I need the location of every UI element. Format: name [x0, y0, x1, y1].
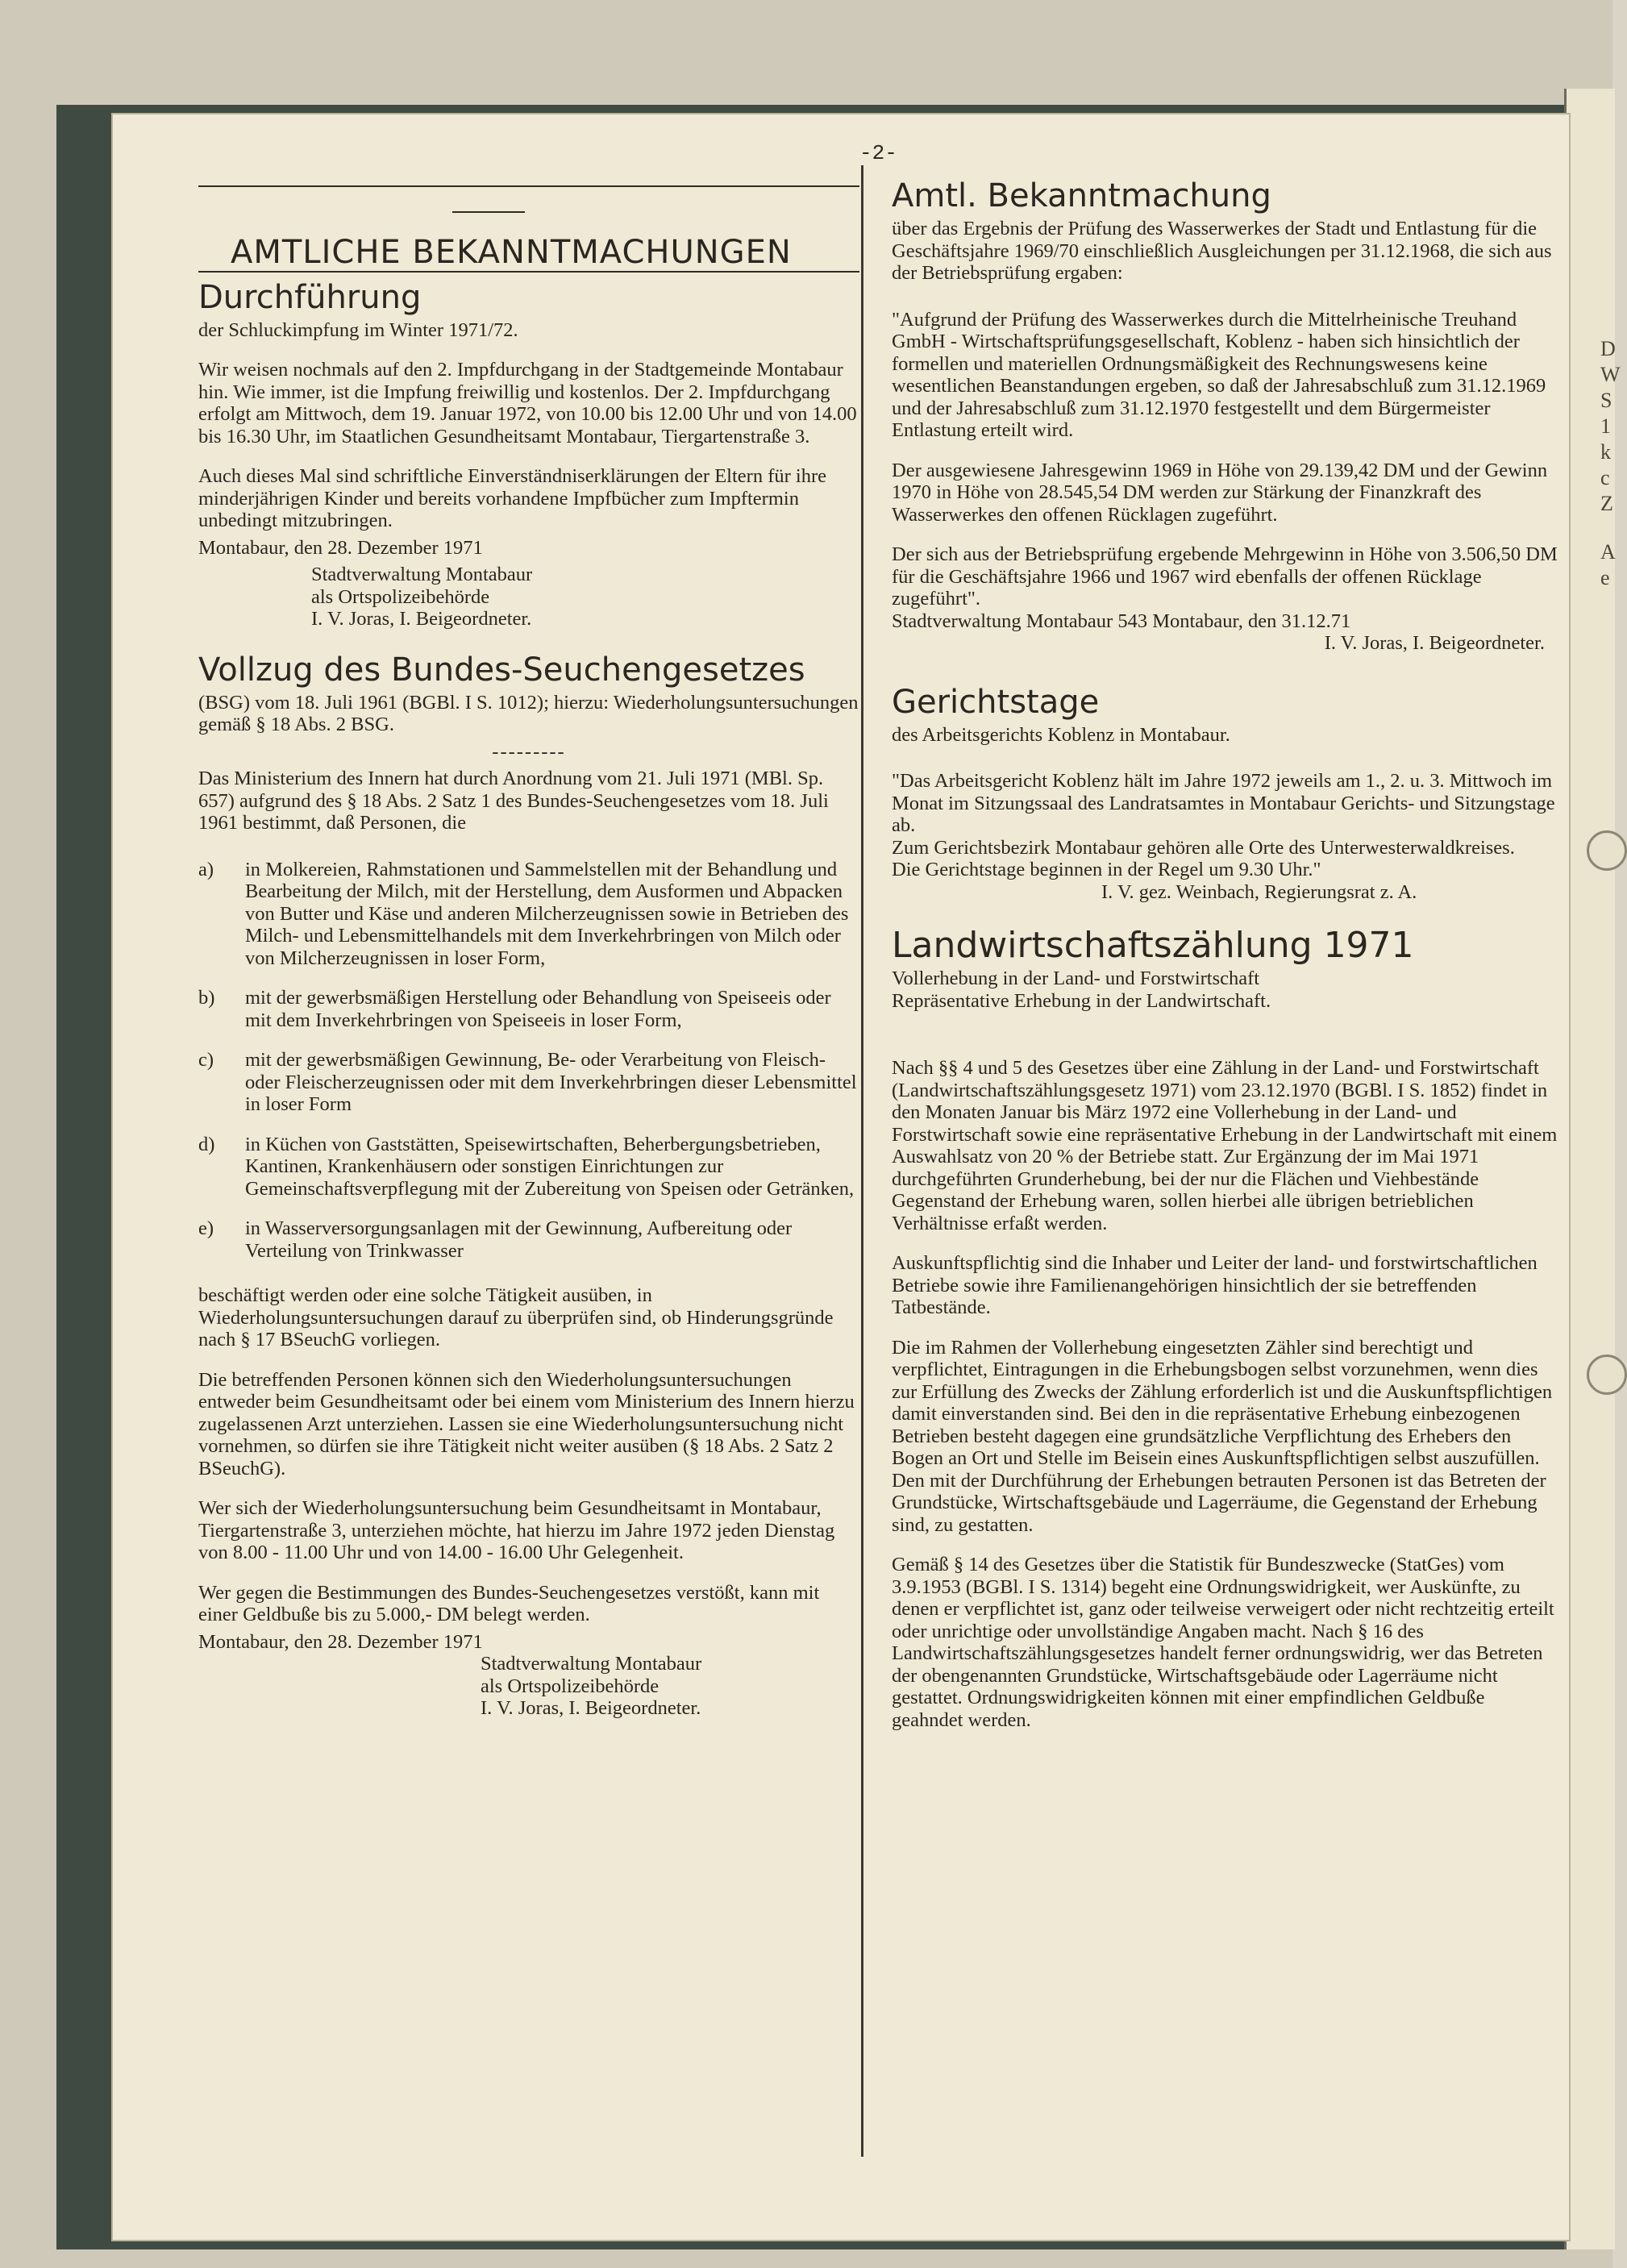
next-page-glyph: D — [1600, 337, 1616, 360]
paragraph: Wer gegen die Bestimmungen des Bundes-Seuchengesetzes verstößt, kann mit einer Geldbuße bis zu 5.000,- DM belegt werden. — [198, 1581, 820, 1625]
list-marker: b) — [198, 987, 215, 1009]
next-page-glyph: W — [1600, 363, 1621, 386]
list-item — [198, 1049, 859, 1116]
next-page-edge — [1564, 89, 1621, 2249]
signature-line: als Ortspolizeibehörde — [311, 585, 490, 608]
next-page-glyph: A — [1600, 540, 1616, 564]
signature-line: Stadtverwaltung Montabaur — [311, 564, 533, 585]
separator-dashes: --------- — [492, 740, 566, 763]
dateline: Montabaur, den 28. Dezember 1971 — [198, 1630, 483, 1653]
left-column — [198, 185, 859, 1720]
article-subtitle: Repräsentative Erhebung in der Landwirtschaft. — [892, 989, 1271, 1012]
list-marker: e) — [198, 1217, 214, 1239]
list-item — [198, 1217, 859, 1262]
next-page-glyph: Z — [1600, 492, 1613, 515]
article-title-wasserwerk: Amtl. Bekanntmachung — [892, 177, 1271, 214]
next-page-glyph: k — [1600, 440, 1611, 464]
list-text: mit der gewerbsmäßigen Gewinnung, Be- oder Verarbeitung von Fleisch- oder Fleischerzeugnissen oder mit dem Inverkehrbringen dieser Lebensmittel in loser Form — [245, 1049, 857, 1115]
masthead-short-rule — [452, 211, 525, 213]
list-marker: c) — [198, 1049, 214, 1071]
punch-hole — [1587, 830, 1627, 871]
article-subtitle: (BSG) vom 18. Juli 1961 (BGBl. I S. 1012); hierzu: Wiederholungsuntersuchungen gemäß § 18 Abs. 2 BSG. — [198, 691, 859, 735]
masthead: AMTLICHE BEKANNTMACHUNGEN — [231, 234, 792, 271]
next-page-glyph: e — [1600, 566, 1610, 589]
paragraph: Wir weisen nochmals auf den 2. Impfdurchgang in der Stadtgemeinde Montabaur hin. Wie immer, ist die Impfung freiwillig und kostenlos. Der 2. Impfdurchgang erfolgt am Mittwoch, dem 19. Januar 1972, von 10.00 bis 12.00 Uhr und von 14.00 bis 16.30 Uhr, im Staatlichen Gesundheitsamt Montabaur, Tiergartenstraße 3. — [198, 359, 857, 447]
paragraph: Die betreffenden Personen können sich den Wiederholungsuntersuchungen entweder beim Gesundheitsamt oder bei einem vom Ministerium des Innern hierzu zugelassenen Arzt unterziehen. Lassen sie eine Wiederholungsuntersuchung nicht vornehmen, so dürfen sie ihre Tätigkeit nicht weiter ausüben (§ 18 Abs. 2 Satz 2 BSeuchG). — [198, 1368, 855, 1479]
signature-line: I. V. gez. Weinbach, Regierungsrat z. A. — [1101, 880, 1417, 903]
list-marker: d) — [198, 1133, 215, 1155]
paragraph: "Aufgrund der Prüfung des Wasserwerkes durch die Mittelrheinische Treuhand GmbH - Wirtschaftsprüfungsgesellschaft, Koblenz - haben sich hinsichtlich der formellen und materiellen Ordnungsmäßigkeit des Rechnungswesens keine wesentlichen Beanstandungen ergeben, so daß der Jahresabschluß zum 31.12.1969 und der Jahresabschluß zum 31.12.1970 festgestellt und dem Bürgermeister Entlastung erteilt wird. — [892, 308, 1546, 441]
list-item — [198, 987, 859, 1031]
article-subtitle: über das Ergebnis der Prüfung des Wasserwerkes der Stadt und Entlastung für die Geschäftsjahre 1969/70 einschließlich Ausgleichungen per 31.12.1968, die sich aus der Betriebsprüfung ergaben: — [892, 218, 1552, 284]
page-number: -2- — [859, 141, 897, 165]
article-subtitle: des Arbeitsgerichts Koblenz in Montabaur. — [892, 723, 1230, 746]
next-page-glyph: S — [1600, 389, 1612, 412]
paragraph: Auch dieses Mal sind schriftliche Einverständniserklärungen der Eltern für ihre minderjährigen Kinder und bereits vorhandene Impfbücher zum Impftermin unbedingt mitzubringen. — [198, 465, 826, 531]
signature-line: als Ortspolizeibehörde — [481, 1675, 660, 1697]
right-column — [892, 177, 1561, 1749]
paragraph: Das Ministerium des Innern hat durch Anordnung vom 21. Juli 1971 (MBl. Sp. 657) aufgrund des § 18 Abs. 2 Satz 1 des Bundes-Seuchengesetzes vom 18. Juli 1961 bestimmt, daß Personen, die — [198, 768, 829, 834]
list-item — [198, 859, 859, 970]
paragraph: Der sich aus der Betriebsprüfung ergebende Mehrgewinn in Höhe von 3.506,50 DM für die Geschäftsjahre 1966 und 1967 wird ebenfalls der offenen Rücklage zugeführt". — [892, 543, 1558, 610]
article-title-landwirtschaftszaehlung: Landwirtschaftszählung 1971 — [892, 925, 1414, 966]
article-title-seuchengesetz: Vollzug des Bundes-Seuchengesetzes — [198, 651, 805, 689]
paragraph: beschäftigt werden oder eine solche Tätigkeit ausüben, in Wiederholungsuntersuchungen darauf zu überprüfen sind, ob Hinderungsgründe nach § 17 BSeuchG vorliegen. — [198, 1284, 834, 1350]
column-divider — [861, 165, 863, 2157]
dateline: Montabaur, den 28. Dezember 1971 — [198, 536, 483, 559]
list-text: in Küchen von Gaststätten, Speisewirtschaften, Beherbergungsbetrieben, Kantinen, Krankenhäusern oder sonstigen Einrichtungen zur Gemeinschaftsverpflegung mit der Zubereitung von Speisen oder Getränken, — [245, 1133, 855, 1200]
paragraph: Die Gerichtstage beginnen in der Regel um 9.30 Uhr." — [892, 859, 1321, 880]
signature-line: I. V. Joras, I. Beigeordneter. — [1324, 632, 1545, 654]
signature-line: I. V. Joras, I. Beigeordneter. — [311, 608, 532, 630]
article-title-gerichtstage: Gerichtstage — [892, 683, 1100, 721]
masthead-top-rule — [198, 185, 859, 187]
list-marker: a) — [198, 858, 214, 880]
list-text: mit der gewerbsmäßigen Herstellung oder Behandlung von Speiseeis oder mit dem Inverkehrbringen von Speiseeis in loser Form, — [245, 987, 831, 1031]
signature-line: I. V. Joras, I. Beigeordneter. — [481, 1697, 701, 1719]
signature-line: Stadtverwaltung Montabaur 543 Montabaur, den 31.12.71 — [892, 610, 1351, 632]
next-page-glyph: c — [1600, 466, 1610, 489]
next-page-glyph: 1 — [1600, 414, 1611, 438]
punch-hole — [1587, 1355, 1627, 1395]
article-subtitle: Vollerhebung in der Land- und Forstwirtschaft — [892, 968, 1260, 989]
list-item — [198, 1134, 859, 1201]
paragraph: Der ausgewiesene Jahresgewinn 1969 in Höhe von 29.139,42 DM und der Gewinn 1970 in Höhe von 28.545,54 DM werden zur Stärkung der Finanzkraft des Wasserwerkes den offenen Rücklagen zugeführt. — [892, 459, 1548, 526]
paragraph: Wer sich der Wiederholungsuntersuchung beim Gesundheitsamt in Montabaur, Tiergartenstraße 3, unterziehen möchte, hat hierzu im Jahre 1972 jeden Dienstag von 8.00 - 11.00 Uhr und von 14.00 - 16.00 Uhr Gelegenheit. — [198, 1497, 835, 1563]
paragraph: "Das Arbeitsgericht Koblenz hält im Jahre 1972 jeweils am 1., 2. u. 3. Mittwoch im Monat im Sitzungssaal des Landratsamtes in Montabaur Gerichts- und Sitzungstage ab. — [892, 770, 1555, 836]
article-subtitle: der Schluckimpfung im Winter 1971/72. — [198, 318, 518, 341]
signature-line: Stadtverwaltung Montabaur — [481, 1653, 702, 1675]
article-title-impfung: Durchführung — [198, 278, 422, 316]
paragraph: Gemäß § 14 des Gesetzes über die Statistik für Bundeszwecke (StatGes) vom 3.9.1953 (BGBl. I S. 1314) begeht eine Ordnungswidrigkeit, wer Auskünfte, zu denen er verpflichtet ist, ganz oder teilweise verweigert oder nicht rechtzeitig erteilt oder unrichtige oder unvollständige Angaben macht. Nach § 16 des Landwirtschaftszählungsgesetzes handelt ferner ordnungswidrig, wer das Betreten der obengenannten Grundstücke, Wirtschaftsgebäude oder Lagerräume nicht gestattet. Ordnungswidrigkeiten können mit einer empfindlichen Geldbuße geahndet werden. — [892, 1554, 1554, 1731]
paragraph: Nach §§ 4 und 5 des Gesetzes über eine Zählung in der Land- und Forstwirtschaft (Landwirtschaftszählungsgesetz 1971) vom 23.12.1970 (BGBl. I S. 1852) findet in den Monaten Januar bis März 1972 eine Vollerhebung in der Land- und Forstwirtschaft sowie eine repräsentative Erhebung in der Landwirtschaft mit einem Auswahlsatz von 20 % der Betriebe statt. Zur Ergänzung der im Mai 1971 durchgeführten Grunderhebung, bei der nur die Flächen und Viehbestände Gegenstand der Erhebung waren, sollen hierbei alle übrigen betrieblichen Verhältnisse erfaßt werden. — [892, 1057, 1558, 1234]
paragraph: Die im Rahmen der Vollerhebung eingesetzten Zähler sind berechtigt und verpflichtet, Eintragungen in die Erhebungsbogen selbst vorzunehmen, wenn dies zur Erfüllung des Zwecks der Zählung erforderlich ist und die Auskunftspflichtigen damit einverstanden sind. Bei den in die repräsentative Erhebung einbezogenen Betrieben besteht dagegen eine grundsätzliche Verpflichtung des Erhebers den Bogen an Ort und Stelle im Beisein eines Auskunftspflichtigen selbst auszufüllen. Den mit der Durchführung der Erhebungen betrauten Personen ist das Betreten der Grundstücke, Wirtschaftsgebäude und Lagerräume, die Gegenstand der Erhebung sind, zu gestatten. — [892, 1336, 1553, 1536]
list-text: in Molkereien, Rahmstationen und Sammelstellen mit der Behandlung und Bearbeitung der Milch, mit der Herstellung, dem Ausformen und Abpacken von Butter und Käse und anderen Milcherzeugnissen sowie in Betrieben des Milch- und Lebensmittelhandels mit dem Inverkehrbringen von Milch oder von Milcherzeugnissen in loser Form, — [245, 858, 849, 969]
paragraph: Auskunftspflichtig sind die Inhaber und Leiter der land- und forstwirtschaftlichen Betriebe sowie ihre Familienangehörigen hinsichtlich der sie betreffenden Tatbestände. — [892, 1252, 1538, 1318]
paragraph: Zum Gerichtsbezirk Montabaur gehören alle Orte des Unterwesterwaldkreises. — [892, 836, 1515, 859]
list-text: in Wasserversorgungsanlagen mit der Gewinnung, Aufbereitung oder Verteilung von Trinkwasser — [245, 1217, 793, 1262]
